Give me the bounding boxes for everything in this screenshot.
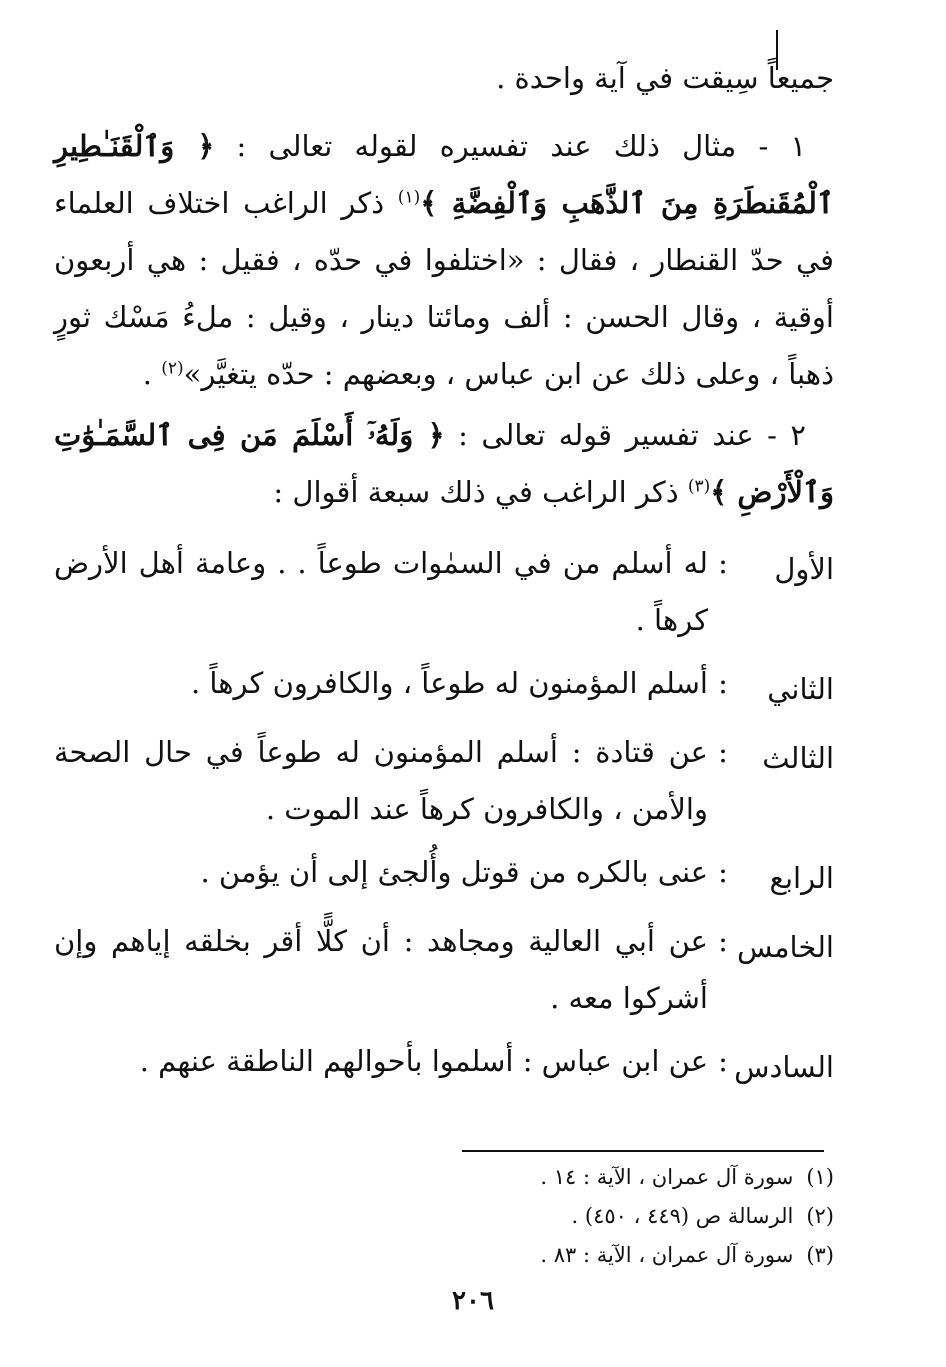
footnote-separator: [462, 1150, 824, 1152]
footnote-text: سورة آل عمران ، الآية : ١٤ .: [540, 1165, 794, 1189]
opinion-item: [54, 1033, 834, 1096]
footnote-text: الرسالة ص (٤٤٩ ، ٤٥٠) .: [571, 1204, 794, 1228]
paragraph-body: ذكر الراغب في ذلك سبعة أقوال :: [273, 475, 679, 509]
opinion-label: الأول: [774, 552, 834, 586]
opinion-colon: :: [718, 735, 728, 769]
opinion-text: أسلم المؤمنون له طوعاً ، والكافرون كرهاً .: [190, 666, 708, 700]
opinion-colon: :: [718, 1044, 728, 1078]
quran-verse: ﴿ وَٱلْقَنَـٰطِيرِ ٱلْمُقَنطَرَةِ مِنَ ٱلذَّهَبِ وَٱلْفِضَّةِ ﴾: [54, 129, 834, 220]
opinion-item: [54, 724, 834, 838]
opinion-text: له أسلم من في السمٰوات طوعاً . . وعامة أهل الأرض كرهاً .: [54, 546, 708, 637]
paragraph-example-1: [54, 118, 834, 403]
opinion-item: [54, 535, 834, 649]
opinion-label: الثاني: [767, 672, 834, 706]
opinion-label: الخامس: [737, 930, 834, 964]
footnote-number: (٢): [806, 1204, 834, 1228]
quran-verse: ﴿ وَلَهُۥٓ أَسْلَمَ مَن فِى ٱلسَّمَـٰوَٰتِ وَٱلْأَرْضِ ﴾: [54, 418, 834, 509]
footnote-item: [134, 1236, 834, 1275]
opinion-text: عن ابن عباس : أسلموا بأحوالهم الناطقة عنهم .: [139, 1044, 708, 1078]
opinion-label: الرابع: [769, 861, 834, 895]
opinion-item: [54, 655, 834, 718]
footnote-reference: (١): [397, 187, 421, 208]
page-number: ٢٠٦: [452, 1286, 494, 1316]
opinion-item: [54, 913, 834, 1027]
opinion-text: عن أبي العالية ومجاهد : أن كلًّا أقر بخلقه إياهم وإن أشركوا معه .: [54, 924, 708, 1015]
opinion-label: السادس: [734, 1050, 834, 1084]
footnote-reference: (٣): [687, 476, 711, 497]
opinion-colon: :: [718, 924, 728, 958]
opinion-text: عنى بالكره من قوتل وأُلجئ إلى أن يؤمن .: [200, 855, 708, 889]
opinion-item: [54, 844, 834, 907]
continuation-line: [54, 50, 834, 107]
paragraph-example-2: [54, 407, 834, 521]
opinion-label: الثالث: [762, 741, 834, 775]
footnote-number: (١): [806, 1165, 834, 1189]
paragraph-lead: ١ - مثال ذلك عند تفسيره لقوله تعالى :: [236, 129, 807, 163]
opinion-colon: :: [718, 666, 728, 700]
continuation-text: جميعاً سِيقت في آية واحدة .: [496, 61, 834, 95]
footnote-item: [134, 1158, 834, 1197]
footnote-number: (٣): [806, 1243, 834, 1267]
paragraph-body: ذكر الراغب اختلاف العلماء في حدّ القنطار ، فقال : «اختلفوا في حدّه ، فقيل : هي أربعون أوقية ، وقال الحسن : ألف ومائتا دينار ، وقيل : ملءُ مَسْك ثورٍ ذهباً ، وعلى ذلك عن ابن عباس ، وبعضهم : حدّه يتغيَّر»: [54, 186, 834, 391]
opinion-colon: :: [718, 855, 728, 889]
footnote-item: [134, 1197, 834, 1236]
opinion-text: عن قتادة : أسلم المؤمنون له طوعاً في حال الصحة والأمن ، والكافرون كرهاً عند الموت .: [54, 735, 708, 826]
opinions-list: [54, 535, 834, 1102]
footnote-reference: (٢): [161, 358, 184, 379]
footnote-text: سورة آل عمران ، الآية : ٨٣ .: [540, 1243, 794, 1267]
footnotes: [134, 1158, 834, 1275]
paragraph-lead: ٢ - عند تفسير قوله تعالى :: [458, 418, 806, 452]
opinion-colon: :: [718, 546, 728, 580]
paragraph-end: .: [142, 357, 152, 391]
